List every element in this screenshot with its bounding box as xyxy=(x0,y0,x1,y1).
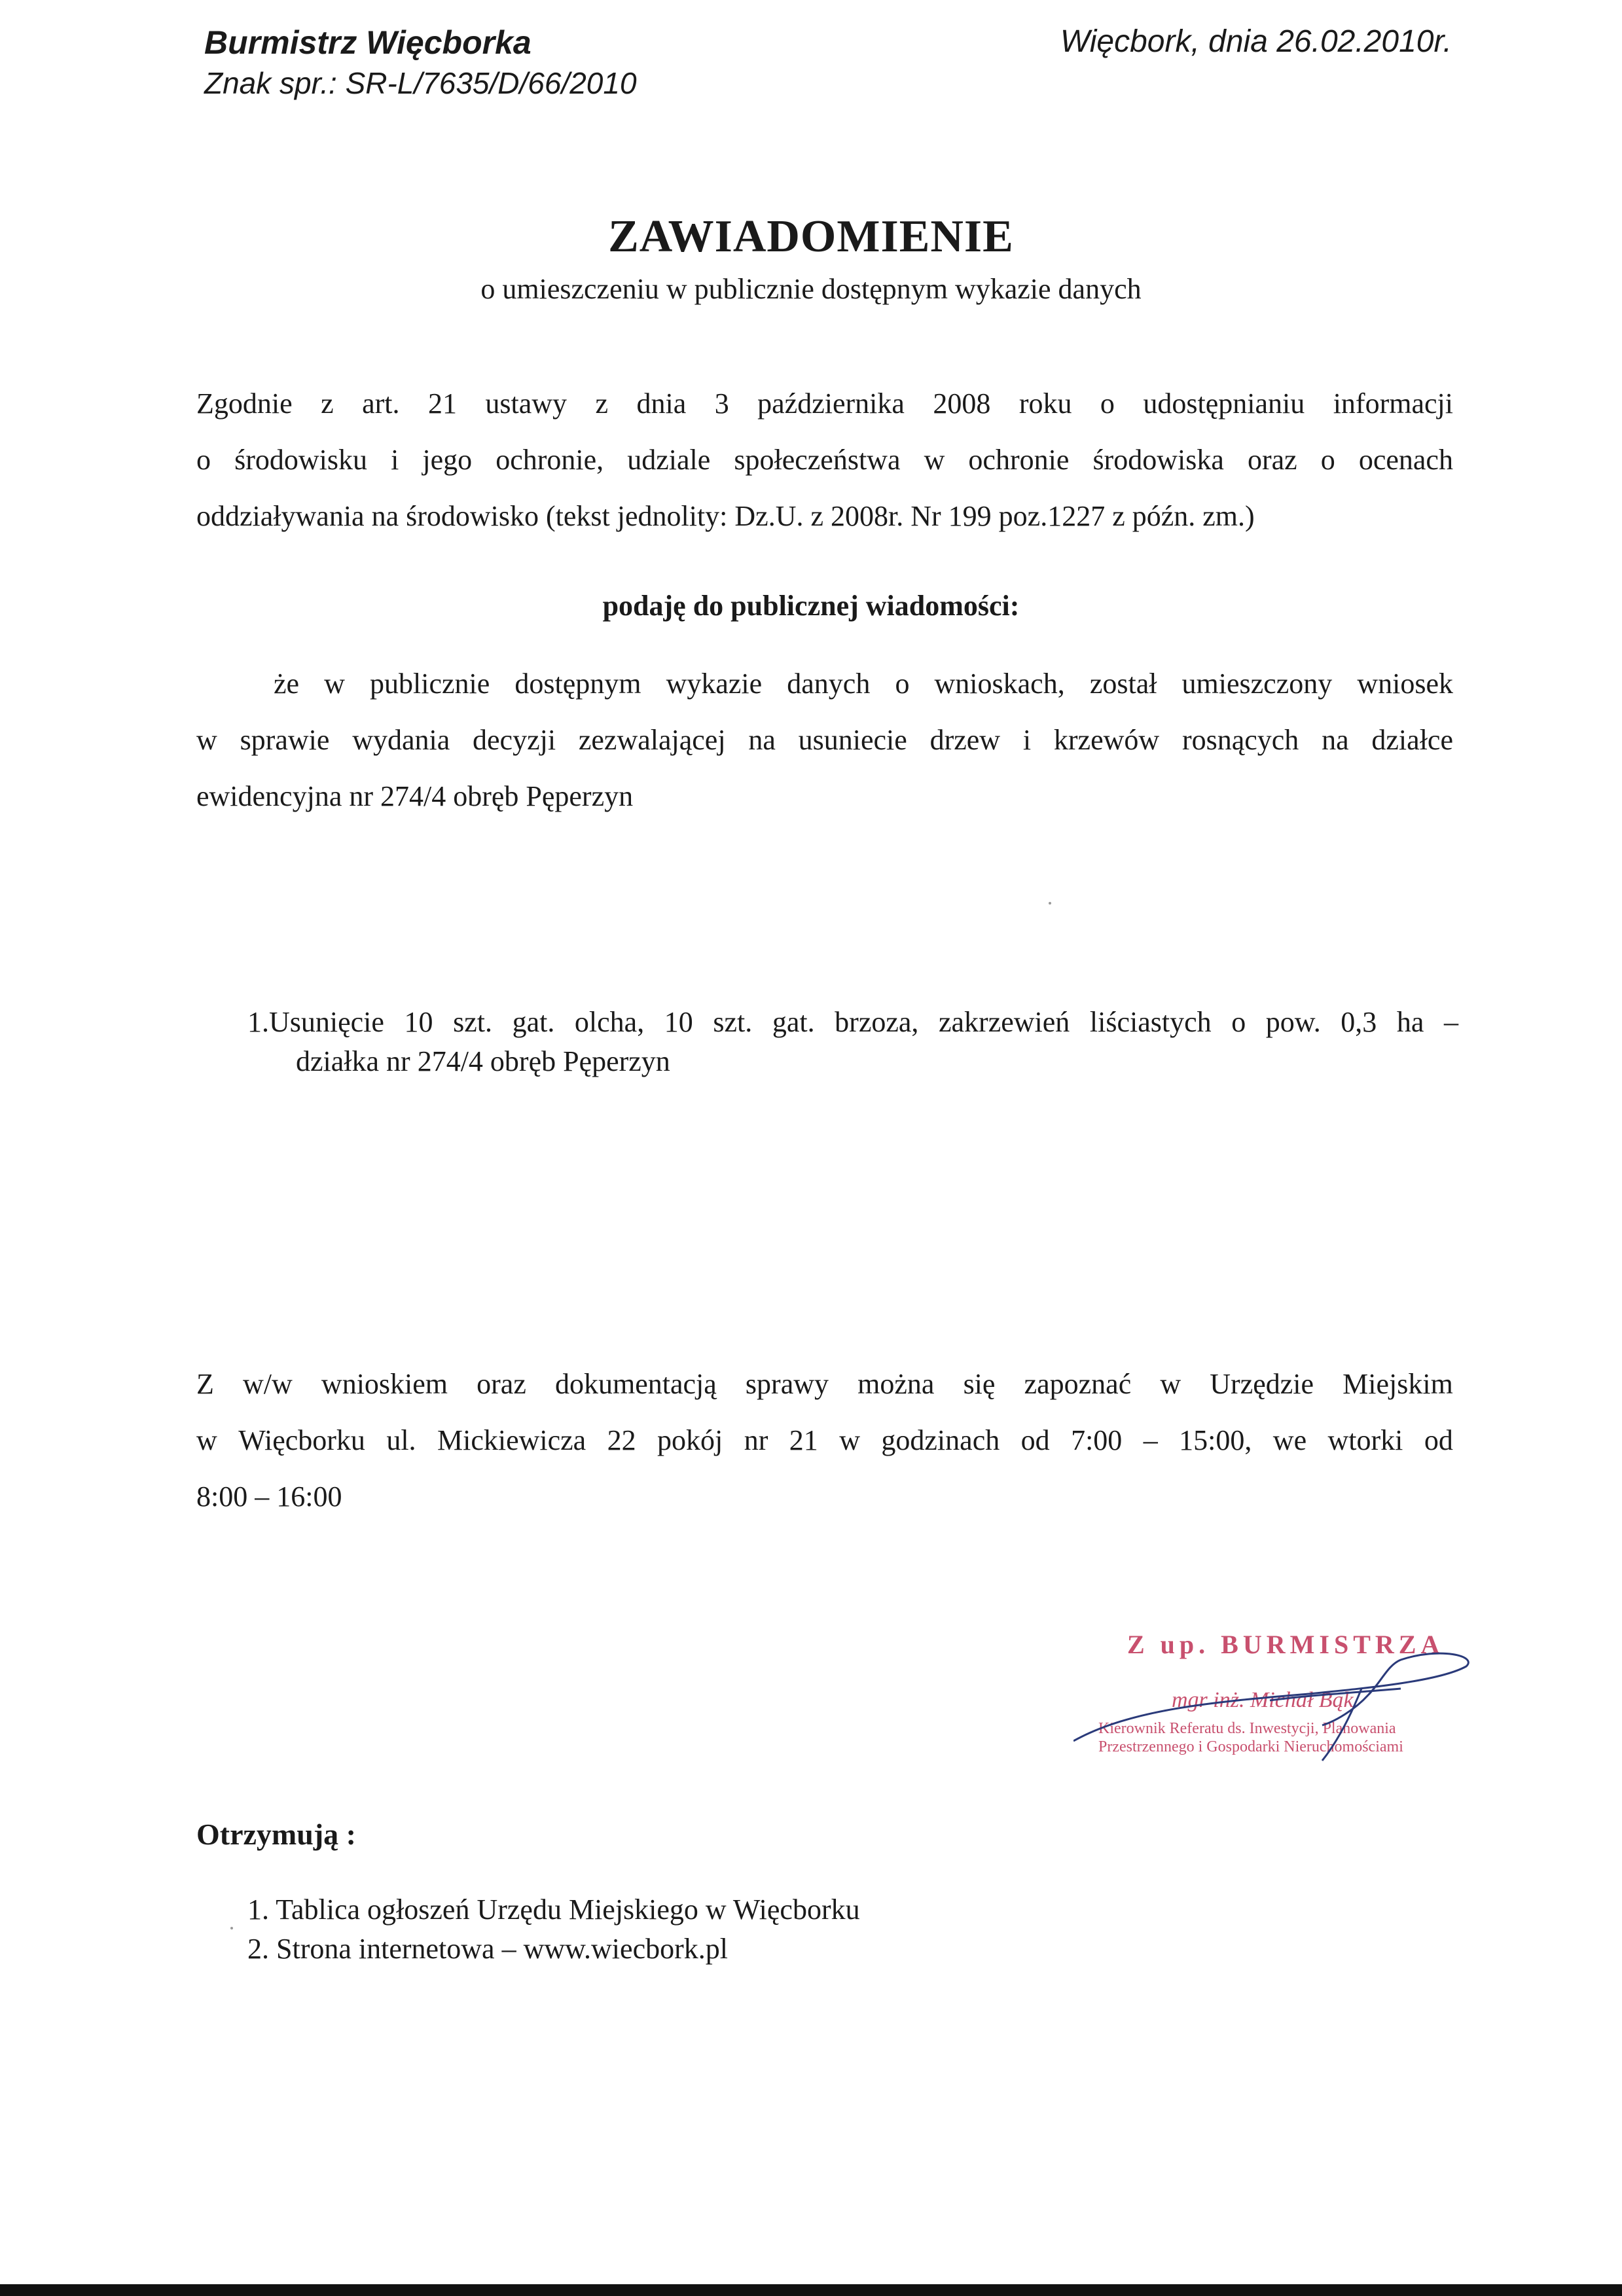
list-item-line-1 xyxy=(269,1003,1458,1042)
stamp-line-2: mgr inż. Michał Bąk xyxy=(1172,1688,1354,1712)
word: się xyxy=(963,1368,996,1400)
word: 21 xyxy=(789,1424,818,1456)
word: godzinach xyxy=(881,1424,1000,1456)
word: 3 xyxy=(714,387,729,420)
word: danych xyxy=(787,668,871,700)
word: i xyxy=(1022,724,1032,756)
word: działce xyxy=(1371,724,1453,756)
word: społeczeństwa xyxy=(734,444,901,476)
word: Z xyxy=(196,1368,214,1400)
scan-speck xyxy=(230,1927,233,1929)
word: oraz xyxy=(1247,444,1297,476)
announcement-heading: podaję do publicznej wiadomości: xyxy=(602,590,1020,622)
word: z xyxy=(595,387,609,420)
word: wydania xyxy=(352,724,450,756)
word: w xyxy=(839,1424,860,1456)
word: ha xyxy=(1396,1006,1424,1038)
word: olcha, xyxy=(574,1006,645,1038)
recipient-item: 2. Strona internetowa – www.wiecbork.pl xyxy=(247,1933,728,1965)
word: informacji xyxy=(1333,387,1453,420)
word: roku xyxy=(1018,387,1072,420)
word: dnia xyxy=(636,387,687,420)
word: w xyxy=(196,724,217,756)
word: Usunięcie xyxy=(269,1006,384,1038)
word: 21 xyxy=(427,387,457,420)
word: można xyxy=(857,1368,935,1400)
word: Mickiewicza xyxy=(437,1424,586,1456)
word: ocenach xyxy=(1358,444,1453,476)
word: rosnących xyxy=(1181,724,1299,756)
access-line-3: 8:00 – 16:00 xyxy=(196,1480,342,1513)
word: od xyxy=(1424,1424,1453,1456)
word: 15:00, xyxy=(1179,1424,1252,1456)
word: – xyxy=(1143,1424,1158,1456)
word: w xyxy=(924,444,945,476)
word: od xyxy=(1020,1424,1050,1456)
word: że xyxy=(274,668,300,700)
word: 10 xyxy=(664,1006,693,1038)
word: października xyxy=(757,387,905,420)
word: w xyxy=(1160,1368,1181,1400)
word: decyzji xyxy=(473,724,556,756)
word: usuniecie xyxy=(798,724,907,756)
legal-basis-line-3: oddziaływania na środowisko (tekst jednolity: Dz.U. z 2008r. Nr 199 poz.1227 z późn. zm.) xyxy=(196,500,1255,532)
word: w/w xyxy=(243,1368,293,1400)
list-item-number: 1. xyxy=(247,1006,269,1038)
word: umieszczony xyxy=(1181,668,1333,700)
word: ochronie, xyxy=(496,444,604,476)
word: – xyxy=(1443,1006,1458,1038)
word: szt. xyxy=(453,1006,492,1038)
word: art. xyxy=(362,387,400,420)
word: o xyxy=(1100,387,1115,420)
body-paragraph xyxy=(196,656,1453,825)
issuer: Burmistrz Więcborka xyxy=(204,24,532,61)
stamp-line-3: Kierownik Referatu ds. Inwestycji, Planowania xyxy=(1098,1720,1396,1737)
body-line-2 xyxy=(196,712,1453,768)
word: dostępnym xyxy=(514,668,641,700)
word: zapoznać xyxy=(1024,1368,1132,1400)
word: we xyxy=(1272,1424,1307,1456)
place-date: Więcbork, dnia 26.02.2010r. xyxy=(1060,24,1452,59)
word: publicznie xyxy=(370,668,490,700)
word: pokój xyxy=(657,1424,723,1456)
word: o xyxy=(1231,1006,1246,1038)
word: 0,3 xyxy=(1341,1006,1377,1038)
word: 2008 xyxy=(933,387,991,420)
recipients-list xyxy=(247,1890,860,1969)
access-line-1 xyxy=(196,1356,1453,1412)
word: środowiska xyxy=(1092,444,1224,476)
word: nr xyxy=(744,1424,768,1456)
word: sprawie xyxy=(240,724,330,756)
word: udziale xyxy=(627,444,711,476)
word: szt. xyxy=(713,1006,753,1038)
word: na xyxy=(1322,724,1349,756)
word: krzewów xyxy=(1053,724,1160,756)
stamp-line-4: Przestrzennego i Gospodarki Nieruchomościami xyxy=(1098,1738,1403,1755)
word: udostępnianiu xyxy=(1143,387,1305,420)
word: dokumentacją xyxy=(555,1368,717,1400)
body-line-3: ewidencyjna nr 274/4 obręb Pęperzyn xyxy=(196,780,634,812)
word: ul. xyxy=(386,1424,416,1456)
word: z xyxy=(321,387,334,420)
document-title: ZAWIADOMIENIE xyxy=(608,211,1014,262)
word: zakrzewień xyxy=(939,1006,1070,1038)
word: ustawy xyxy=(485,387,568,420)
word: środowisku xyxy=(234,444,367,476)
word: brzoza, xyxy=(835,1006,919,1038)
access-info-paragraph xyxy=(196,1356,1453,1525)
word: liściastych xyxy=(1089,1006,1212,1038)
word: gat. xyxy=(512,1006,555,1038)
word: 10 xyxy=(404,1006,433,1038)
request-list xyxy=(247,1003,1458,1081)
word: Miejskim xyxy=(1343,1368,1453,1400)
word: o xyxy=(1320,444,1335,476)
word: na xyxy=(748,724,776,756)
word: o xyxy=(895,668,910,700)
word: wniosek xyxy=(1357,668,1453,700)
word: wykazie xyxy=(666,668,763,700)
word: Więcborku xyxy=(238,1424,365,1456)
word: Urzędzie xyxy=(1210,1368,1314,1400)
stamp-line-1: Z up. BURMISTRZA xyxy=(1127,1630,1445,1659)
legal-basis-line-2 xyxy=(196,432,1453,488)
word: 7:00 xyxy=(1071,1424,1123,1456)
list-item-line-2: działka nr 274/4 obręb Pęperzyn xyxy=(296,1045,670,1077)
official-stamp xyxy=(1073,1610,1479,1787)
word: sprawy xyxy=(745,1368,829,1400)
word: o xyxy=(196,444,211,476)
access-line-2 xyxy=(196,1412,1453,1469)
word: wnioskiem xyxy=(321,1368,448,1400)
word: oraz xyxy=(477,1368,526,1400)
scan-bottom-edge xyxy=(0,2284,1622,2296)
word: wnioskach, xyxy=(934,668,1065,700)
body-line-1 xyxy=(196,656,1453,712)
word: drzew xyxy=(929,724,1001,756)
word: gat. xyxy=(772,1006,815,1038)
word: ochronie xyxy=(968,444,1070,476)
word: w xyxy=(324,668,345,700)
word: i xyxy=(391,444,399,476)
word: w xyxy=(196,1424,217,1456)
word: 22 xyxy=(607,1424,636,1456)
word: wtorki xyxy=(1327,1424,1403,1456)
word: zezwalającej xyxy=(578,724,726,756)
word: jego xyxy=(422,444,473,476)
list-item xyxy=(247,1003,1458,1042)
word: Zgodnie xyxy=(196,387,293,420)
recipients-heading: Otrzymują : xyxy=(196,1818,356,1851)
document-subtitle: o umieszczeniu w publicznie dostępnym wykazie danych xyxy=(480,273,1142,305)
legal-basis-paragraph xyxy=(196,376,1453,545)
word: został xyxy=(1089,668,1157,700)
reference-number: Znak spr.: SR-L/7635/D/66/2010 xyxy=(204,66,637,100)
legal-basis-line-1 xyxy=(196,376,1453,432)
scan-speck xyxy=(1049,902,1051,905)
recipient-item: 1. Tablica ogłoszeń Urzędu Miejskiego w Więcborku xyxy=(247,1893,860,1926)
word: pow. xyxy=(1265,1006,1321,1038)
